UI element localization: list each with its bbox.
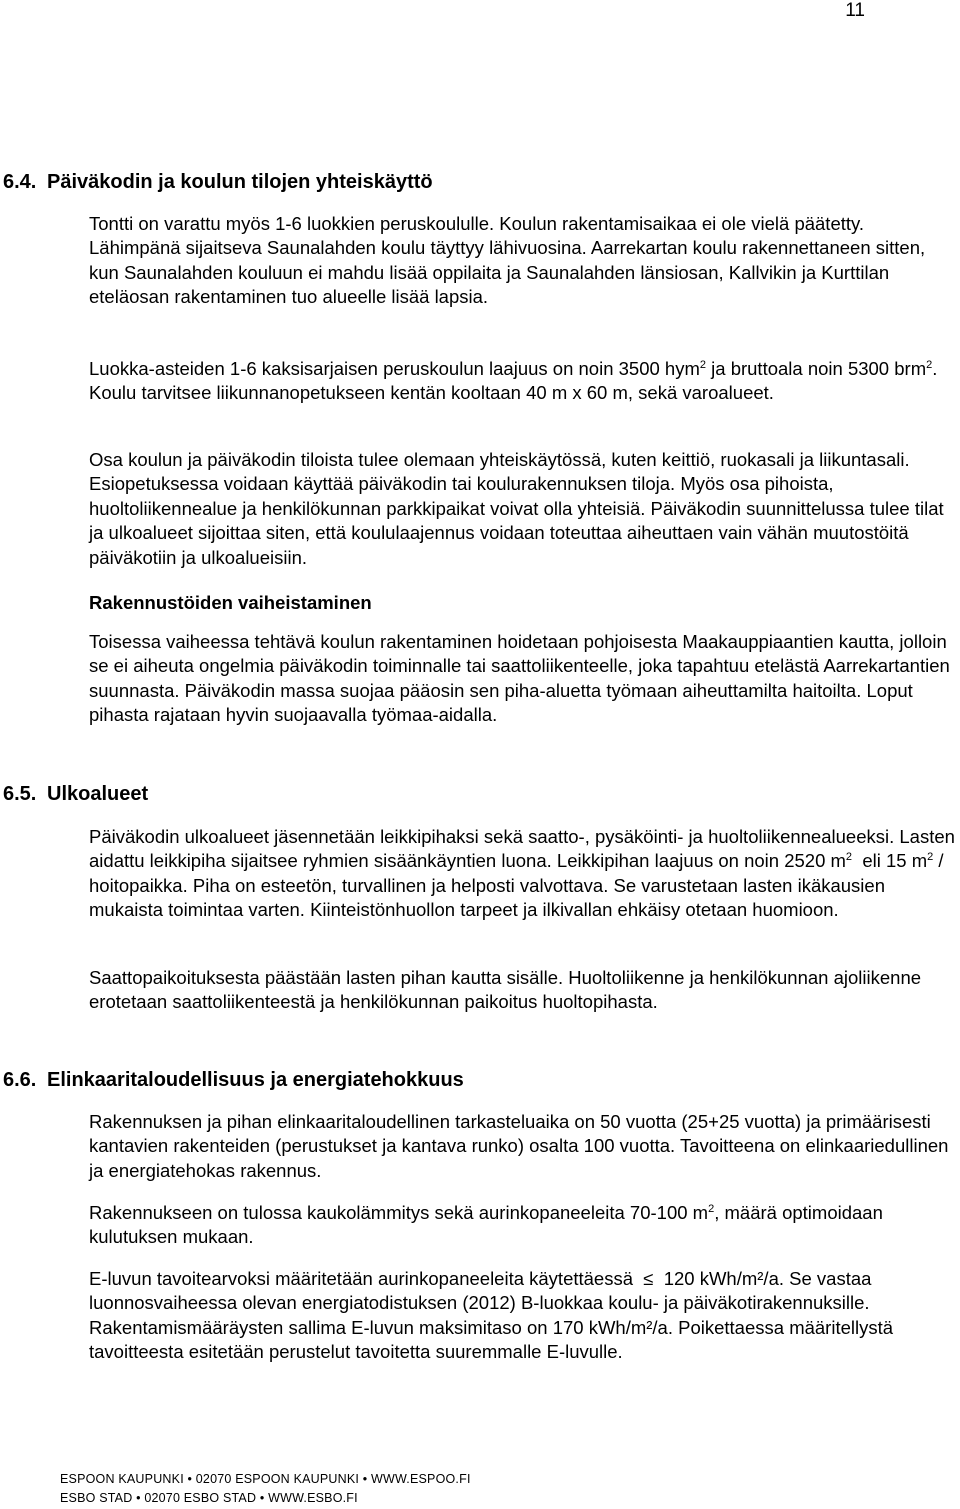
superscript: 2 xyxy=(708,1203,715,1215)
paragraph xyxy=(89,357,957,406)
superscript: 2 xyxy=(927,851,934,864)
superscript: 2 xyxy=(845,851,853,864)
paragraph xyxy=(89,1201,957,1250)
section-title: Elinkaaritaloudellisuus ja energiatehokkuus xyxy=(47,1069,464,1091)
paragraph: E-luvun tavoitearvoksi määritetään aurinkopaneeleita käytettäessä ≤ 120 kWh/m²/a. Se vastaa luonnosvaiheessa olevan energiatodistuksen (2012) B-luokkaa koulu- ja päiväkotirakennuksille. Rakentamismääräysten sallima E-luvun maksimitaso on 170 kWh/m²/a. Poikettaessa määritellystä tavoitteesta esitetään perustelut tavoitetta suuremmalle E-luvulle. xyxy=(89,1268,899,1363)
page-number: 11 xyxy=(845,0,865,21)
subheading: Rakennustöiden vaiheistaminen xyxy=(89,592,372,613)
text-run: / hoitopaikka. Piha on esteetön, turvallinen ja helposti valvottava. Se varustetaan lasten ikäkausien mukaista toimintaa varten. Kiinteistönhuollon tarpeet ja ilkivallan ehkäisy otetaan huomioon. xyxy=(89,850,944,921)
section-number: 6.5. xyxy=(3,783,37,805)
text-run: , määrä optimoidaan kulutuksen mukaan. xyxy=(89,1202,883,1248)
paragraph: Rakennuksen ja pihan elinkaaritaloudellinen tarkasteluaika on 50 vuotta (25+25 vuotta) ja primäärisesti kantavien rakenteiden (perustukset ja kantava runko) osalta 100 vuotta. Tavoitteena on elinkaariedullinen ja energiatehokas rakennus. xyxy=(89,1111,949,1181)
paragraph xyxy=(89,825,957,923)
superscript: 2 xyxy=(926,359,933,371)
paragraph: Saattopaikoituksesta päästään lasten pihan kautta sisälle. Huoltoliikenne ja henkilökunnan ajoliikenne erotetaan saattoliikenteestä ja henkilökunnan paikoitus huoltopihasta. xyxy=(89,967,922,1013)
section-title: Ulkoalueet xyxy=(47,783,149,805)
text-run: Päiväkodin ulkoalueet jäsennetään leikkipihaksi sekä saatto-, pysäköinti- ja huoltoliikennealueeksi. Lasten aidattu leikkipiha sijaitsee ryhmien sisäänkäyntien luona. Leikkipihan laajuus on noin 2520 m xyxy=(89,826,955,872)
footer-line-1: ESPOON KAUPUNKI • 02070 ESPOON KAUPUNKI • WWW.ESPOO.FI xyxy=(60,1472,471,1486)
superscript: 2 xyxy=(699,359,707,371)
section-heading-6-4 xyxy=(3,169,433,195)
text-run: . Koulu tarvitsee liikunnanopetukseen kentän kooltaan 40 m x 60 m, sekä varoalueet. xyxy=(89,358,938,404)
text-run: ja bruttoala noin 5300 brm xyxy=(706,358,927,379)
section-heading-6-5 xyxy=(3,781,148,807)
section-heading-6-6 xyxy=(3,1067,464,1093)
section-number: 6.6. xyxy=(3,1069,37,1091)
text-run: eli 15 m xyxy=(852,850,928,872)
text-run: Luokka-asteiden 1-6 kaksisarjaisen peruskoulun laajuus on noin 3500 hym xyxy=(89,358,700,379)
paragraph: Osa koulun ja päiväkodin tiloista tulee olemaan yhteiskäytössä, kuten keittiö, ruokasali ja liikuntasali. Esiopetuksessa voidaan käyttää päiväkodin tai koulurakennuksen tiloja. Myös osa pihoista, huoltoliikennealue ja henkilökunnan parkkipaikat voivat olla yhteisiä. Päiväkodin suunnittelussa tulee tilat ja ulkoalueet sijoittaa siten, että koululaajennus voidaan toteuttaa aiheuttaen vain vähän muutostöitä päiväkotiin ja ulkoalueisiin. xyxy=(89,449,944,568)
paragraph: Tontti on varattu myös 1-6 luokkien peruskoululle. Koulun rakentamisaikaa ei ole vielä päätetty. Lähimpänä sijaitseva Saunalahden koulu täyttyy lähivuosina. Aarrekartan koulu rakennettaneen sitten, kun Saunalahden kouluun ei mahdu lisää oppilaita ja Saunalahden länsiosan, Kallvikin ja Kurttilan eteläosan rakentaminen tuo alueelle lisää lapsia. xyxy=(89,213,926,308)
text-run: Rakennukseen on tulossa kaukolämmitys sekä aurinkopaneeleita 70-100 m xyxy=(89,1202,709,1223)
section-title: Päiväkodin ja koulun tilojen yhteiskäyttö xyxy=(47,171,433,193)
footer-line-2: ESBO STAD • 02070 ESBO STAD • WWW.ESBO.FI xyxy=(60,1491,358,1505)
section-number: 6.4. xyxy=(3,171,37,193)
paragraph: Toisessa vaiheessa tehtävä koulun rakentaminen hoidetaan pohjoisesta Maakauppiaantien kautta, jolloin se ei aiheuta ongelmia päiväkodin toiminnalle tai saattoliikenteelle, joka tapahtuu etelästä Aarrekartantien suunnasta. Päiväkodin massa suojaa pääosin sen piha-aluetta työmaan aiheuttamilta haitoilta. Loput pihasta rajataan hyvin suojaavalla työmaa-aidalla. xyxy=(89,631,950,726)
